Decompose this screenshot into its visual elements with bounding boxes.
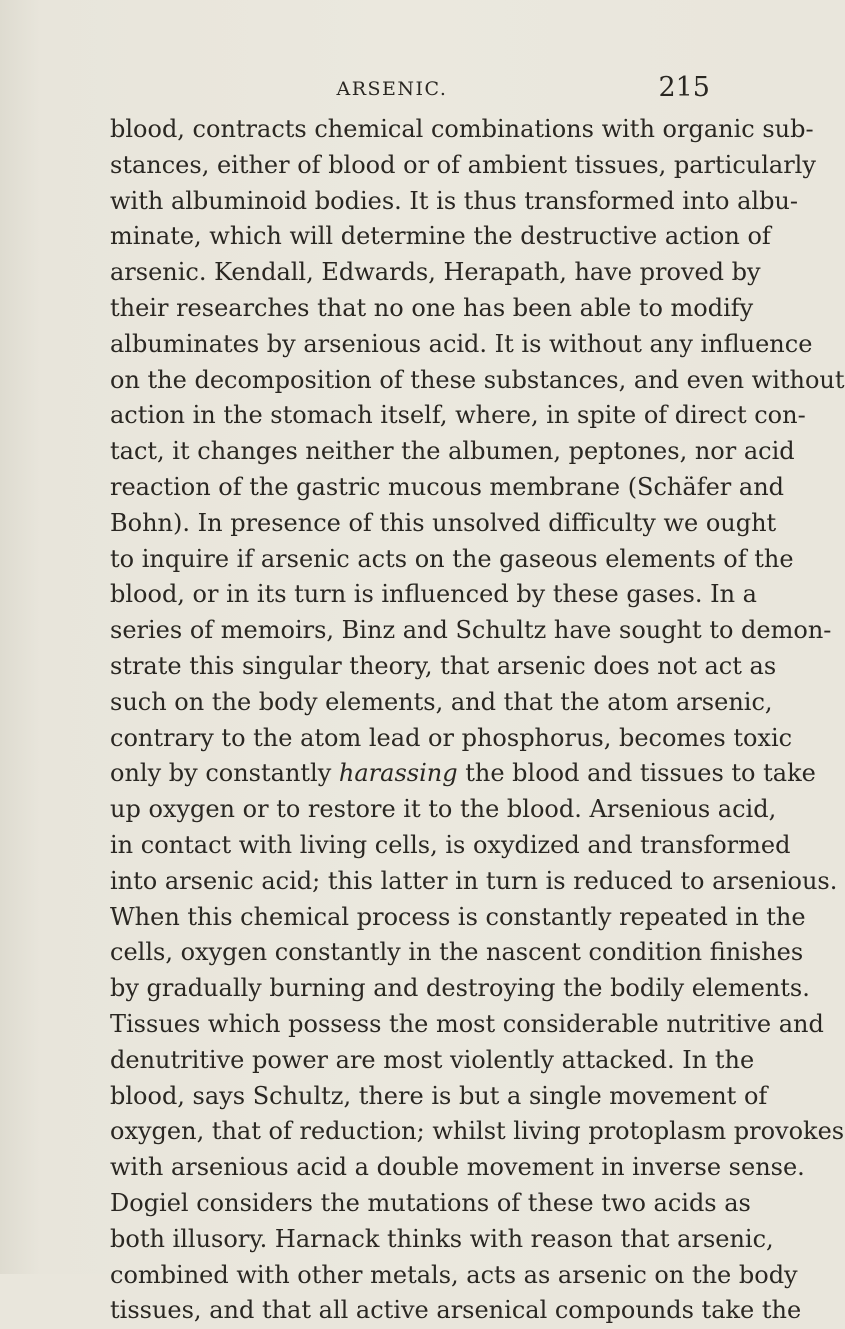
text-line: oxygen, that of reduction; whilst living protoplasm provokes bbox=[110, 1117, 845, 1146]
text-line: Tissues which possess the most considerable nutritive and bbox=[110, 1009, 824, 1038]
text-line: by gradually burning and destroying the bodily elements. bbox=[110, 974, 810, 1003]
text-line: combined with other metals, acts as arsenic on the body bbox=[110, 1260, 798, 1289]
text-line: with albuminoid bodies. It is thus transformed into albu- bbox=[110, 186, 798, 215]
text-line: their researches that no one has been able to modify bbox=[110, 293, 754, 322]
text-line: such on the body elements, and that the atom arsenic, bbox=[110, 687, 773, 716]
text-segment: only by constantly bbox=[110, 759, 339, 788]
text-line: albuminates by arsenious acid. It is without any influence bbox=[110, 329, 813, 358]
text-line: blood, or in its turn is influenced by these gases. In a bbox=[110, 580, 757, 609]
text-line: contrary to the atom lead or phosphorus, becomes toxic bbox=[110, 723, 793, 752]
text-line: reaction of the gastric mucous membrane (Schäfer and bbox=[110, 472, 785, 501]
text-line: denutritive power are most violently attacked. In the bbox=[110, 1045, 755, 1074]
text-line: stances, either of blood or of ambient tissues, particularly bbox=[110, 150, 816, 179]
text-line: series of memoirs, Binz and Schultz have sought to demon- bbox=[110, 616, 832, 645]
text-line: into arsenic acid; this latter in turn is reduced to arsenious. bbox=[110, 866, 838, 895]
text-line: on the decomposition of these substances, and even without bbox=[110, 365, 845, 394]
text-line: tact, it changes neither the albumen, peptones, nor acid bbox=[110, 437, 795, 466]
text-line: tissues, and that all active arsenical compounds take the bbox=[110, 1296, 802, 1325]
text-line: to inquire if arsenic acts on the gaseous elements of the bbox=[110, 544, 794, 573]
running-head: ARSENIC. bbox=[336, 78, 448, 100]
text-line: up oxygen or to restore it to the blood. Arsenious acid, bbox=[110, 795, 777, 824]
text-line: strate this singular theory, that arsenic does not act as bbox=[110, 651, 777, 680]
text-line-with-italic bbox=[110, 756, 816, 792]
text-line: Dogiel considers the mutations of these two acids as bbox=[110, 1188, 751, 1217]
page-header bbox=[110, 72, 710, 108]
text-line: with arsenious acid a double movement in inverse sense. bbox=[110, 1153, 805, 1182]
text-line: both illusory. Harnack thinks with reason that arsenic, bbox=[110, 1224, 774, 1253]
text-line: cells, oxygen constantly in the nascent condition finishes bbox=[110, 938, 804, 967]
text-line: When this chemical process is constantly repeated in the bbox=[110, 902, 806, 931]
text-line: Bohn). In presence of this unsolved difficulty we ought bbox=[110, 508, 777, 537]
text-line: blood, contracts chemical combinations with organic sub- bbox=[110, 115, 814, 143]
text-line: arsenic. Kendall, Edwards, Herapath, have proved by bbox=[110, 258, 761, 287]
text-line: blood, says Schultz, there is but a single movement of bbox=[110, 1081, 768, 1110]
text-line: in contact with living cells, is oxydized and transformed bbox=[110, 830, 791, 859]
text-segment: the blood and tissues to take bbox=[457, 759, 816, 788]
text-line: action in the stomach itself, where, in spite of direct con- bbox=[110, 401, 806, 430]
text-line: minate, which will determine the destructive action of bbox=[110, 222, 771, 251]
page-number: 215 bbox=[658, 72, 710, 103]
italic-emphasis: harassing bbox=[338, 759, 458, 788]
body-text bbox=[110, 112, 845, 1329]
